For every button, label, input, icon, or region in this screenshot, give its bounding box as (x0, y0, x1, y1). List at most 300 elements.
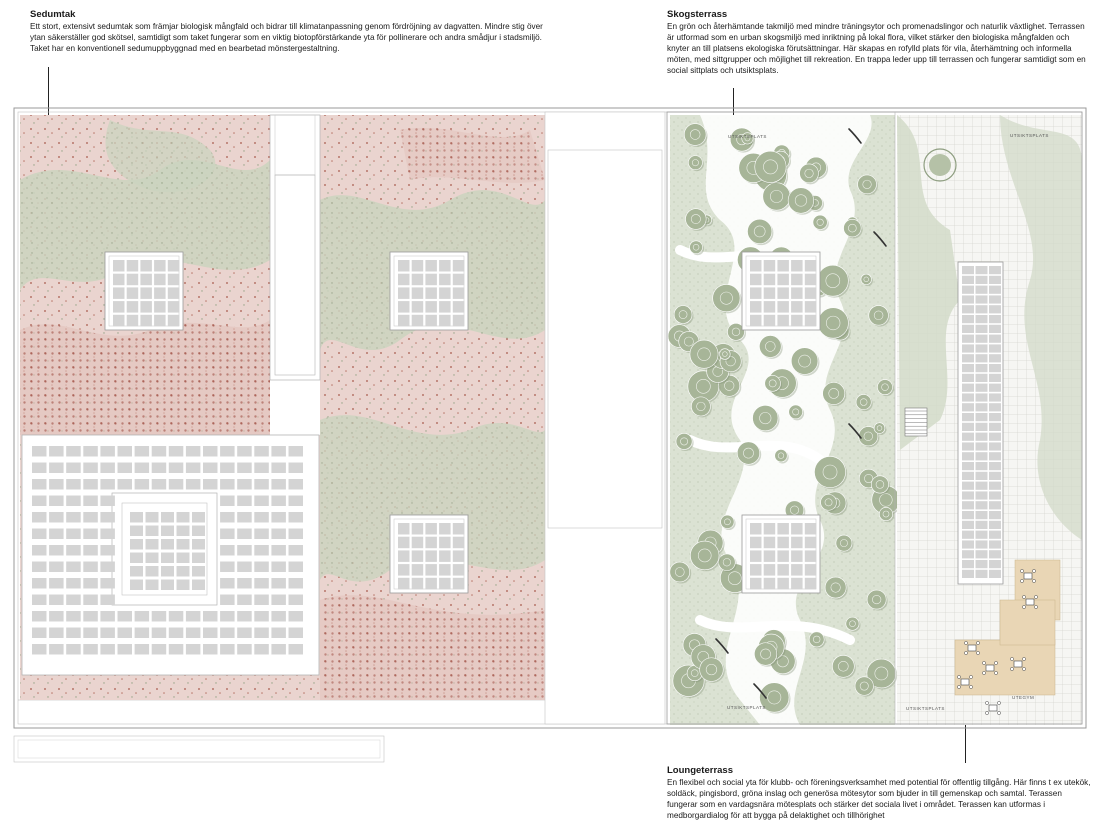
skylight-cell (220, 545, 235, 556)
skylight-cell (271, 512, 286, 523)
skylight-cell (161, 539, 174, 550)
skylight-cell (186, 628, 201, 639)
skylight-cell (989, 482, 1001, 490)
skylight-cell (289, 529, 304, 540)
skylight-cell (220, 463, 235, 474)
skylight-cell (289, 611, 304, 622)
skylight-cell (135, 463, 150, 474)
skylight (390, 515, 468, 593)
skylight-cell (962, 325, 974, 333)
skylight-cell (152, 644, 167, 655)
skylight-cell (989, 511, 1001, 519)
skylight-cell (177, 580, 190, 591)
skylight-cell (962, 472, 974, 480)
skylight-cell (146, 553, 159, 564)
skylight-cell (989, 550, 1001, 558)
skylight-cell (66, 562, 81, 573)
skylight-cell (962, 295, 974, 303)
skylight-cell (989, 403, 1001, 411)
skylight-cell (237, 595, 252, 606)
skylight-cell (271, 578, 286, 589)
skylight-cell (254, 479, 268, 490)
skylight-cell (220, 512, 235, 523)
skylight-cell (976, 393, 988, 401)
skylight-cell (203, 463, 218, 474)
annotation-title: Sedumtak (30, 9, 76, 20)
skylight-cell (962, 511, 974, 519)
skylight-cell (32, 446, 47, 457)
skylight-cell (289, 479, 304, 490)
skylight-cell (254, 545, 268, 556)
skylight-cell (289, 446, 304, 457)
skylight-cell (66, 529, 81, 540)
skylight-cell (192, 512, 205, 523)
skylight-cell (118, 644, 133, 655)
skylight-cell (32, 578, 47, 589)
skylight-cell (83, 479, 98, 490)
skylight-cell (976, 325, 988, 333)
skylight-cell (146, 512, 159, 523)
skylight-cell (976, 423, 988, 431)
skylight-cell (32, 545, 47, 556)
skylight-cell (989, 452, 1001, 460)
skylight-cell (271, 479, 286, 490)
skylight-cell (962, 393, 974, 401)
skylight-cell (976, 364, 988, 372)
skylight-cell (161, 553, 174, 564)
skylight-cell (989, 364, 1001, 372)
skylight-cell (100, 644, 115, 655)
skylight-cell (976, 560, 988, 568)
skylight-cell (271, 496, 286, 507)
skylight-cell (237, 578, 252, 589)
skylight-cell (49, 611, 64, 622)
skylight-cell (962, 482, 974, 490)
skylight-cell (203, 644, 218, 655)
skylight-cell (976, 482, 988, 490)
skylight-cell (169, 644, 184, 655)
skylight-cell (254, 463, 268, 474)
skylight-cell (989, 286, 1001, 294)
annotation-body: Ett stort, extensivt sedumtak som främjar biologisk mångfald och bidrar till klimatanpassning genom fördröjning av dagvatten. Mindre stig över ytan säkerställer god skötsel, samtidigt som taket fungerar som en viktig biotopförstärkande yta för pollinerare och andra smådjur i stadsmiljö. Taket har en konventionell sedumuppbyggnad med en bearbetad mönstergestaltning. (30, 22, 543, 54)
skylight (390, 252, 468, 330)
skylight-cell (254, 446, 268, 457)
skylight-cell (289, 562, 304, 573)
skylight-cell (66, 446, 81, 457)
skylight-cell (989, 560, 1001, 568)
skylight-cell (130, 580, 143, 591)
skylight-cell (976, 531, 988, 539)
skylight-cell (66, 578, 81, 589)
skylight-cell (32, 595, 47, 606)
skylight-cell (289, 644, 304, 655)
skylight-cell (237, 496, 252, 507)
skylight-cell (271, 463, 286, 474)
skylight-cell (186, 446, 201, 457)
skylight-cell (237, 446, 252, 457)
skylight-cell (203, 446, 218, 457)
skylight-cell (118, 628, 133, 639)
skylight-cell (100, 611, 115, 622)
annotation-body: En grön och återhämtande takmiljö med mindre träningsytor och promenadslingor och naturlik växtlighet. Terrassen är utformad som en urban skogsmiljö med inriktning på lokal flora, vilket stärker den biologiska mångfalden och knyter an till platsens ekologiska förutsättningar. Här skapas en rofylld plats för vila, återhämtning och informella möten, med sittgrupper och möjlighet till rekreation. En trappa leder upp till terrassen och fungerar samtidigt som en social sittplats och utsiktsplats. (667, 22, 1086, 76)
skylight-cell (130, 526, 143, 537)
skylight-cell (100, 562, 115, 573)
skylight-cell (220, 595, 235, 606)
skylight-cell (135, 628, 150, 639)
skylight-cell (203, 628, 218, 639)
skylight-cell (976, 472, 988, 480)
skylight-cell (135, 644, 150, 655)
skylight-cell (989, 521, 1001, 529)
skylight-cell (989, 413, 1001, 421)
skylight-cell (32, 562, 47, 573)
skylight-cell (118, 446, 133, 457)
skylight-cell (161, 526, 174, 537)
skylight-cell (100, 578, 115, 589)
skylight-cell (962, 266, 974, 274)
skylight-cell (220, 611, 235, 622)
skylight-cell (49, 545, 64, 556)
skylight-cell (989, 276, 1001, 284)
skylight-cell (976, 521, 988, 529)
skylight-cell (161, 512, 174, 523)
skylight-cell (976, 452, 988, 460)
skylight-cell (989, 344, 1001, 352)
skylight-cell (962, 501, 974, 509)
skylight-cell (66, 463, 81, 474)
skylight-cell (237, 644, 252, 655)
skylight-cell (66, 644, 81, 655)
skylight-cell (976, 511, 988, 519)
skylight-cell (271, 562, 286, 573)
skylight-cell (203, 611, 218, 622)
skylight-cell (49, 479, 64, 490)
skylight-cell (254, 578, 268, 589)
skylight-cell (989, 335, 1001, 343)
skylight-cell (220, 496, 235, 507)
skylight-cell (976, 315, 988, 323)
skylight-cell (976, 491, 988, 499)
skylight-cell (152, 446, 167, 457)
skylight-cell (289, 545, 304, 556)
skylight-cell (135, 446, 150, 457)
skylight-cell (989, 531, 1001, 539)
skylight-cell (989, 423, 1001, 431)
skylight-cell (254, 529, 268, 540)
skylight-cell (32, 644, 47, 655)
skylight-cell (962, 344, 974, 352)
skylight-cell (989, 354, 1001, 362)
skylight-cell (83, 512, 98, 523)
skylight-cell (989, 570, 1001, 578)
skylight-cell (271, 595, 286, 606)
annotation-title: Loungeterrass (667, 765, 733, 776)
skylight-cell (989, 393, 1001, 401)
skylight-cell (66, 611, 81, 622)
skylight-cell (66, 512, 81, 523)
skylight-cell (32, 496, 47, 507)
skylight-cell (976, 305, 988, 313)
skylight-cell (976, 344, 988, 352)
skylight-cell (83, 529, 98, 540)
skylight-cell (186, 463, 201, 474)
skylight-cell (186, 611, 201, 622)
skylight-cell (254, 512, 268, 523)
skylight-cell (49, 595, 64, 606)
skylight-cell (161, 566, 174, 577)
skylight-cell (976, 384, 988, 392)
skylight (105, 252, 183, 330)
skylight-cell (83, 446, 98, 457)
skylight-cell (192, 553, 205, 564)
skylight-cell (152, 611, 167, 622)
skylight-cell (32, 611, 47, 622)
skylight-cell (220, 446, 235, 457)
skylight-cell (66, 595, 81, 606)
skylight-cell (989, 266, 1001, 274)
skylight-cell (49, 512, 64, 523)
skylight-cell (237, 562, 252, 573)
skylight-cell (100, 595, 115, 606)
skylight-cell (220, 529, 235, 540)
skylight-cell (976, 286, 988, 294)
skylight-cell (177, 566, 190, 577)
skylight-cell (254, 595, 268, 606)
skylight-cell (271, 611, 286, 622)
skylight-cell (271, 644, 286, 655)
skylight-cell (146, 526, 159, 537)
skylight-cell (271, 628, 286, 639)
skylight-cell (130, 512, 143, 523)
plan-label-utsiktsplats: UTSIKTSPLATS (1010, 133, 1049, 138)
plan-label-utsiktsplats: UTSIKTSPLATS (906, 706, 945, 711)
skylight-cell (989, 462, 1001, 470)
skylight-cell (237, 628, 252, 639)
annotation-body: En flexibel och social yta för klubb- och föreningsverksamhet med potential för offentlig tillgång. Här finns t ex utekök, soldäck, pingisbord, gröna inslag och generösa mötesytor som bjuder in till gemenskap och samtal. Terassen fungerar som en vardagsnära mötesplats och stärker det sociala livet i området. Terassen kan utformas i medborgardialog för att bygga på delaktighet och tillhörighet (667, 778, 1091, 821)
skylight-cell (169, 463, 184, 474)
skylight-cell (989, 384, 1001, 392)
skylight-cell (976, 276, 988, 284)
skylight-cell (100, 479, 115, 490)
skylight-cell (989, 491, 1001, 499)
skylight-cell (83, 578, 98, 589)
skylight-cell (220, 562, 235, 573)
skylight-cell (989, 442, 1001, 450)
skylight-cell (83, 545, 98, 556)
skylight-cell (237, 463, 252, 474)
skylight-cell (135, 479, 150, 490)
skylight-cell (989, 295, 1001, 303)
skylight-cell (192, 526, 205, 537)
skylight-cell (100, 496, 115, 507)
skylight-cell (962, 286, 974, 294)
skylight-cell (976, 442, 988, 450)
skylight-cell (220, 628, 235, 639)
skylight-cell (976, 550, 988, 558)
skylight-cell (83, 595, 98, 606)
skylight-cell (254, 644, 268, 655)
skylight-cell (962, 276, 974, 284)
skylight-cell (100, 545, 115, 556)
skylight-cell (962, 403, 974, 411)
skylight-cell (976, 354, 988, 362)
skylight-cell (49, 578, 64, 589)
skylight-cell (130, 539, 143, 550)
skylight-cell (83, 562, 98, 573)
skylight-cell (962, 364, 974, 372)
sedum-roof-right (320, 115, 545, 700)
skylight-cell (962, 413, 974, 421)
plan-label-utegym: UTEGYM (1012, 695, 1035, 700)
skylight-cell (220, 479, 235, 490)
skylight-cell (220, 644, 235, 655)
skylight-cell (254, 562, 268, 573)
skylight-cell (32, 463, 47, 474)
skylight-cell (83, 463, 98, 474)
skylight-cell (976, 501, 988, 509)
skylight-cell (989, 374, 1001, 382)
skylight-cell (203, 479, 218, 490)
skylight-cell (254, 611, 268, 622)
skylight-cell (962, 335, 974, 343)
skylight-cell (177, 526, 190, 537)
skylight-cell (237, 611, 252, 622)
skylight-cell (962, 491, 974, 499)
skylight-cell (49, 496, 64, 507)
skylight-cell (130, 566, 143, 577)
skylight-cell (169, 446, 184, 457)
skylight-cell (976, 413, 988, 421)
skylight-cell (169, 628, 184, 639)
skylight-cell (237, 545, 252, 556)
skylight-cell (289, 512, 304, 523)
skylight-cell (49, 644, 64, 655)
skylight-cell (32, 479, 47, 490)
skylight-cell (989, 305, 1001, 313)
skylight-cell (989, 433, 1001, 441)
skylight-cell (237, 479, 252, 490)
skylight-cell (83, 496, 98, 507)
skylight-cell (32, 512, 47, 523)
skylight-cell (192, 580, 205, 591)
skylight-cell (169, 611, 184, 622)
skylight-cell (962, 354, 974, 362)
skylight-cell (962, 315, 974, 323)
skylight-cell (976, 266, 988, 274)
skylight-cell (289, 628, 304, 639)
plan-label-utsiktsplats: UTSIKTSPLATS (727, 705, 766, 710)
skylight-cell (118, 463, 133, 474)
skylight-cell (962, 374, 974, 382)
skylight-cell (962, 531, 974, 539)
skylight-cell (962, 452, 974, 460)
skylight-cell (49, 529, 64, 540)
skylight-cell (152, 463, 167, 474)
skylight-cell (169, 479, 184, 490)
skylight-cell (962, 560, 974, 568)
skylight-cell (186, 644, 201, 655)
skylight-cell (254, 628, 268, 639)
skylight-cell (49, 446, 64, 457)
skylight-cell (100, 446, 115, 457)
skylight-cell (976, 374, 988, 382)
skylight-cell (146, 539, 159, 550)
skylight-cell (976, 295, 988, 303)
skylight-cell (66, 496, 81, 507)
skylight-cell (100, 463, 115, 474)
skylight-cell (976, 570, 988, 578)
skylight-cell (146, 580, 159, 591)
skylight-cell (962, 423, 974, 431)
skylight-cell (49, 628, 64, 639)
skylight-cell (100, 628, 115, 639)
skylight-cell (271, 545, 286, 556)
skylight-cell (289, 496, 304, 507)
skylight-cell (220, 578, 235, 589)
skylight-cell (177, 553, 190, 564)
skylight-cell (962, 521, 974, 529)
skylight-cell (962, 462, 974, 470)
skylight-cell (989, 501, 1001, 509)
skylight-cell (130, 553, 143, 564)
annotation-title: Skogsterrass (667, 9, 728, 20)
skylight-cell (66, 545, 81, 556)
skylight-cell (962, 384, 974, 392)
skylight-cell (135, 611, 150, 622)
skylight-cell (192, 539, 205, 550)
skylight-cell (32, 529, 47, 540)
skylight-cell (83, 611, 98, 622)
skylight-cell (962, 550, 974, 558)
skylight-cell (962, 442, 974, 450)
skylight-cell (118, 479, 133, 490)
skylight-cell (989, 315, 1001, 323)
skylight-cell (100, 529, 115, 540)
skylight-cell (289, 578, 304, 589)
skylight-cell (976, 335, 988, 343)
skylight-cell (146, 566, 159, 577)
skylight-cell (186, 479, 201, 490)
skylight-cell (237, 512, 252, 523)
skylight-cell (100, 512, 115, 523)
skylight-cell (989, 540, 1001, 548)
skylight-cell (254, 496, 268, 507)
skylight-cell (152, 479, 167, 490)
skylight-cell (161, 580, 174, 591)
skylight-cell (66, 479, 81, 490)
skylight-cell (989, 325, 1001, 333)
skylight-cell (66, 628, 81, 639)
skylight-cell (989, 472, 1001, 480)
skylight-cell (962, 305, 974, 313)
skylight-cell (271, 446, 286, 457)
skylight-cell (177, 539, 190, 550)
skylight-cell (49, 562, 64, 573)
skylight-cell (271, 529, 286, 540)
skylight-cell (962, 570, 974, 578)
skylight-cell (962, 433, 974, 441)
skylight-cell (32, 628, 47, 639)
skylight-cell (289, 463, 304, 474)
skylight-cell (192, 566, 205, 577)
skylight (742, 515, 820, 593)
skylight-cell (177, 512, 190, 523)
skylight-cell (49, 463, 64, 474)
skylight-cell (83, 628, 98, 639)
skylight-cell (976, 403, 988, 411)
skylight-cell (976, 433, 988, 441)
skylight-cell (976, 462, 988, 470)
